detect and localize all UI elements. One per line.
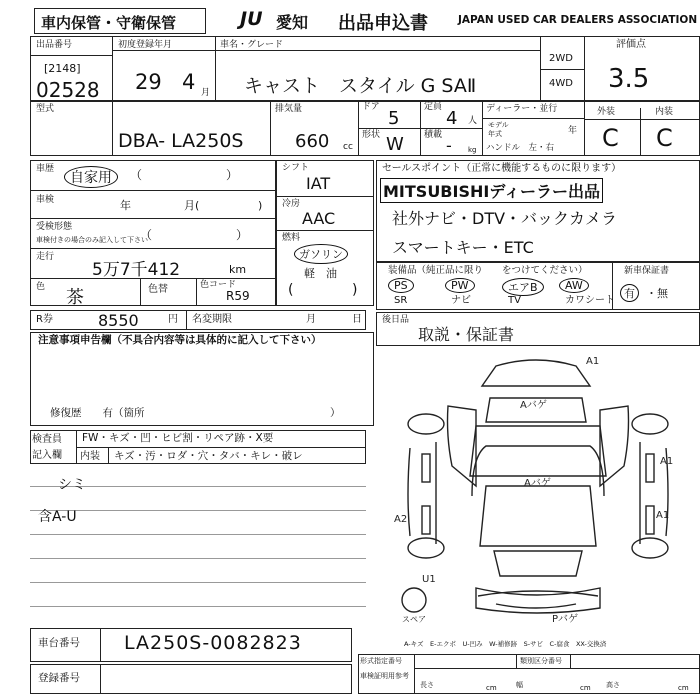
- cool-value: AAC: [302, 209, 336, 228]
- reg-month-unit: 月: [201, 88, 211, 98]
- dealer-label: ディーラー・並行: [486, 104, 558, 114]
- inspector-ext-row: FW・キズ・凹・ヒビ割・リペア跡・X要: [82, 432, 274, 444]
- fuel-label: 燃料: [282, 233, 301, 243]
- reg-label: 初度登録年月: [118, 40, 173, 50]
- spare-label: スペア: [402, 615, 426, 624]
- sales-line2: 社外ナビ・DTV・バックカメラ: [392, 209, 618, 228]
- org-name: 愛知: [276, 13, 309, 32]
- usage-value: 自家用: [64, 166, 118, 188]
- color-change-label: 色替: [148, 284, 168, 295]
- storage-label: 車内保管・守衛保管: [41, 14, 177, 32]
- disp-value: 660: [295, 131, 330, 152]
- door-value: 5: [388, 108, 400, 129]
- cool-label: 冷房: [282, 199, 301, 209]
- warranty-no: ・無: [646, 287, 668, 300]
- r-value: 8550: [98, 311, 139, 330]
- inspector-int-label: 内装: [80, 451, 100, 462]
- mileage-unit: km: [229, 263, 247, 276]
- sales-label: セールスポイント（正常に機能するものに限ります）: [382, 163, 622, 174]
- r-label: R券: [36, 314, 53, 325]
- assoc-name: JAPAN USED CAR DEALERS ASSOCIATION: [458, 14, 698, 26]
- reg-no-label: 登録番号: [38, 672, 80, 684]
- inspect-year: 年: [120, 199, 131, 212]
- int-label: 内装: [655, 107, 674, 117]
- chassis-label: 車台番号: [38, 637, 80, 649]
- inspect-label: 車検: [36, 195, 55, 205]
- color-label: 色: [36, 282, 46, 292]
- load-value: -: [446, 136, 452, 155]
- equip-item-0: PS: [388, 278, 414, 293]
- fuel-value: ガソリン: [294, 244, 348, 264]
- diagram-mark-3: A1: [586, 356, 600, 367]
- fuel-alt: 軽 油: [304, 267, 337, 280]
- sales-line1: MITSUBISHIディーラー出品: [380, 178, 603, 203]
- ext-label: 外装: [597, 107, 616, 117]
- seats-unit: 人: [468, 116, 478, 126]
- mileage-label: 走行: [36, 252, 55, 262]
- accept-label: 受検形態: [36, 222, 73, 232]
- seats-label: 定員: [424, 102, 443, 112]
- equip-item2-1: ナビ: [451, 295, 471, 306]
- seats-value: 4: [446, 108, 458, 129]
- dim-long-cm: cm: [486, 684, 497, 692]
- shift-value: IAT: [306, 174, 331, 193]
- load-label: 積載: [424, 130, 443, 140]
- warranty-yes: 有: [620, 284, 639, 302]
- warranty-label: 新車保証書: [624, 266, 670, 276]
- diagram-mark-4: A1: [660, 456, 674, 467]
- dim-wide: 幅: [516, 681, 523, 689]
- name-change-day: 日: [352, 314, 362, 325]
- shape-label: 形状: [362, 130, 381, 140]
- diagram-mark-1: Aバゲ: [520, 400, 547, 411]
- inspect-close: ): [258, 199, 263, 212]
- equip-item2-3: カワシート: [565, 295, 615, 306]
- inspector-label1: 検査員: [32, 434, 62, 445]
- score-value: 3.5: [608, 64, 650, 94]
- diagram-legend: A-キズ E-エクボ U-凹み W-補修跡 S-サビ C-腐食 XX-交換済: [404, 640, 607, 648]
- name-change-label: 名変期限: [192, 314, 232, 325]
- cert-label-1: 形式指定番号: [360, 657, 402, 665]
- mileage-value: 5万7千412: [92, 260, 181, 280]
- score-label: 評価点: [616, 39, 646, 50]
- name-change-month: 月: [306, 314, 316, 325]
- diagram-mark-8: Pバゲ: [552, 614, 579, 625]
- chassis-value: LA250S-0082823: [124, 632, 302, 654]
- repair-label: 修復歴 有（箇所: [50, 407, 145, 419]
- fuel-paren-left: (: [288, 282, 294, 298]
- ju-logo: JU: [240, 8, 263, 30]
- handle-label: ハンドル 左・右: [486, 143, 555, 153]
- usage-paren: （ ）: [130, 168, 239, 182]
- diagram-mark-6: U1: [422, 574, 436, 585]
- drive-4wd: 4WD: [549, 78, 573, 89]
- later-value: 取説・保証書: [418, 325, 515, 344]
- year-unit: 年: [568, 126, 578, 136]
- dim-high-cm: cm: [678, 684, 689, 692]
- model-year-label: モデル年式: [488, 121, 509, 138]
- later-label: 後日品: [382, 315, 410, 325]
- repair-close: ）: [330, 407, 341, 419]
- ext-value: C: [602, 124, 619, 152]
- equip-row: [384, 278, 615, 308]
- inspector-note1: シミ: [58, 477, 86, 493]
- door-label: ドア: [362, 102, 380, 112]
- disp-label: 排気量: [275, 104, 303, 114]
- usage-label: 車歴: [36, 164, 55, 174]
- sales-line3: スマートキー・ETC: [392, 238, 534, 257]
- shift-label: シフト: [282, 163, 310, 173]
- equip-item2-0: SR: [394, 295, 408, 306]
- drive-2wd: 2WD: [549, 53, 573, 64]
- equip-item2-2: TV: [508, 295, 521, 306]
- equip-item-1: PW: [445, 278, 475, 293]
- lot-number: 02528: [36, 78, 100, 102]
- r-unit: 円: [168, 314, 178, 325]
- doc-title: 出品申込書: [338, 13, 428, 34]
- shape-value: W: [386, 134, 404, 155]
- disp-unit: cc: [343, 142, 353, 152]
- car-name-label: 車名・グレード: [220, 40, 284, 50]
- fuel-paren-right: ): [352, 282, 358, 298]
- car-diagram: [376, 346, 700, 636]
- accept-note: 車検付きの場合のみ記入して下さい: [36, 236, 148, 244]
- type-label: 型式: [36, 104, 55, 114]
- equip-label: 装備品（純正品に限り をつけてください）: [388, 265, 588, 276]
- inspector-label2: 記入欄: [32, 450, 62, 461]
- lot-label: 出品番号: [36, 40, 73, 50]
- color-code-label: 色コード: [200, 280, 237, 290]
- diagram-mark-2: Aバゲ: [524, 478, 551, 489]
- cert-label-3: 車検証明用参考: [360, 672, 409, 680]
- equip-item-2: エアB: [502, 278, 544, 296]
- load-unit: kg: [468, 146, 477, 154]
- top-left-box: [34, 8, 206, 34]
- color-code-value: R59: [226, 289, 250, 303]
- cert-label-2: 類別区分番号: [520, 657, 562, 665]
- dim-wide-cm: cm: [580, 684, 591, 692]
- equip-item-3: AW: [559, 278, 589, 293]
- color-value: 茶: [66, 287, 84, 308]
- int-value: C: [656, 124, 673, 152]
- dim-long: 長さ: [420, 681, 434, 689]
- notes-label: 注意事項申告欄（不具合内容等は具体的に記入して下さい）: [38, 334, 322, 346]
- car-name-value: キャスト スタイル G SAⅡ: [244, 75, 477, 97]
- inspector-int-row: キズ・汚・ロダ・穴・タバ・キレ・破レ: [114, 450, 303, 462]
- type-value: DBA- LA250S: [118, 130, 244, 152]
- reg-year: 29: [135, 70, 162, 94]
- dim-high: 高さ: [606, 681, 620, 689]
- diagram-mark-5: A2: [394, 514, 408, 525]
- lot-small: [2148]: [44, 62, 81, 75]
- accept-paren: （ ）: [140, 228, 249, 242]
- inspect-month: 月(: [184, 199, 200, 212]
- inspector-note2: 含A-U: [38, 509, 77, 525]
- reg-month: 4: [182, 70, 196, 94]
- diagram-mark-7: A1: [656, 510, 670, 521]
